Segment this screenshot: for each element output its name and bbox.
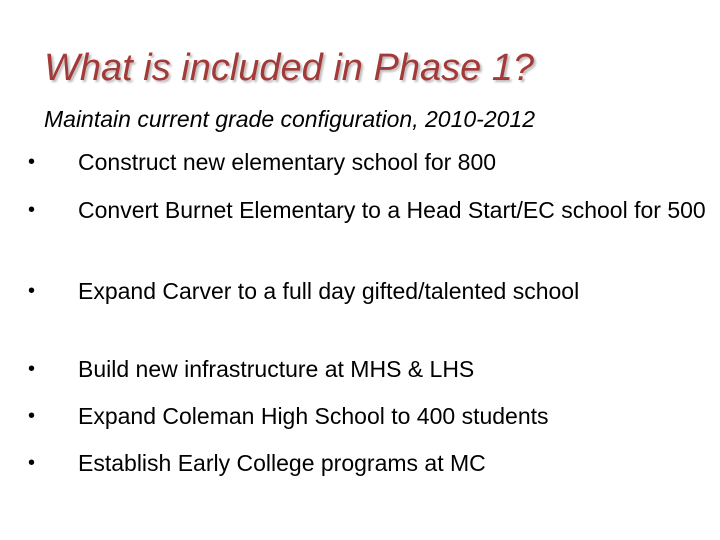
bullet-icon: •	[28, 199, 36, 221]
slide-subtitle: Maintain current grade configuration, 2010-2012	[44, 106, 535, 132]
slide-title: What is included in Phase 1?	[44, 47, 535, 89]
bullet-item	[28, 446, 708, 480]
bullet-item	[28, 145, 708, 179]
bullet-text: Construct new elementary school for 800	[78, 149, 497, 175]
bullet-text: Establish Early College programs at MC	[78, 450, 486, 476]
bullet-text: Build new infrastructure at MHS & LHS	[78, 356, 475, 382]
bullet-text: Convert Burnet Elementary to a Head Start/EC school for 500	[78, 197, 706, 223]
bullet-icon: •	[28, 280, 36, 302]
bullet-text: Expand Coleman High School to 400 students	[78, 403, 549, 429]
bullet-item	[28, 274, 708, 308]
bullet-item	[28, 352, 708, 386]
bullet-text: Expand Carver to a full day gifted/talented school	[78, 278, 580, 304]
bullet-item	[28, 193, 708, 227]
bullet-icon: •	[28, 151, 36, 173]
bullet-icon: •	[28, 358, 36, 380]
bullet-icon: •	[28, 452, 36, 474]
bullet-icon: •	[28, 405, 36, 427]
bullet-item	[28, 399, 708, 433]
